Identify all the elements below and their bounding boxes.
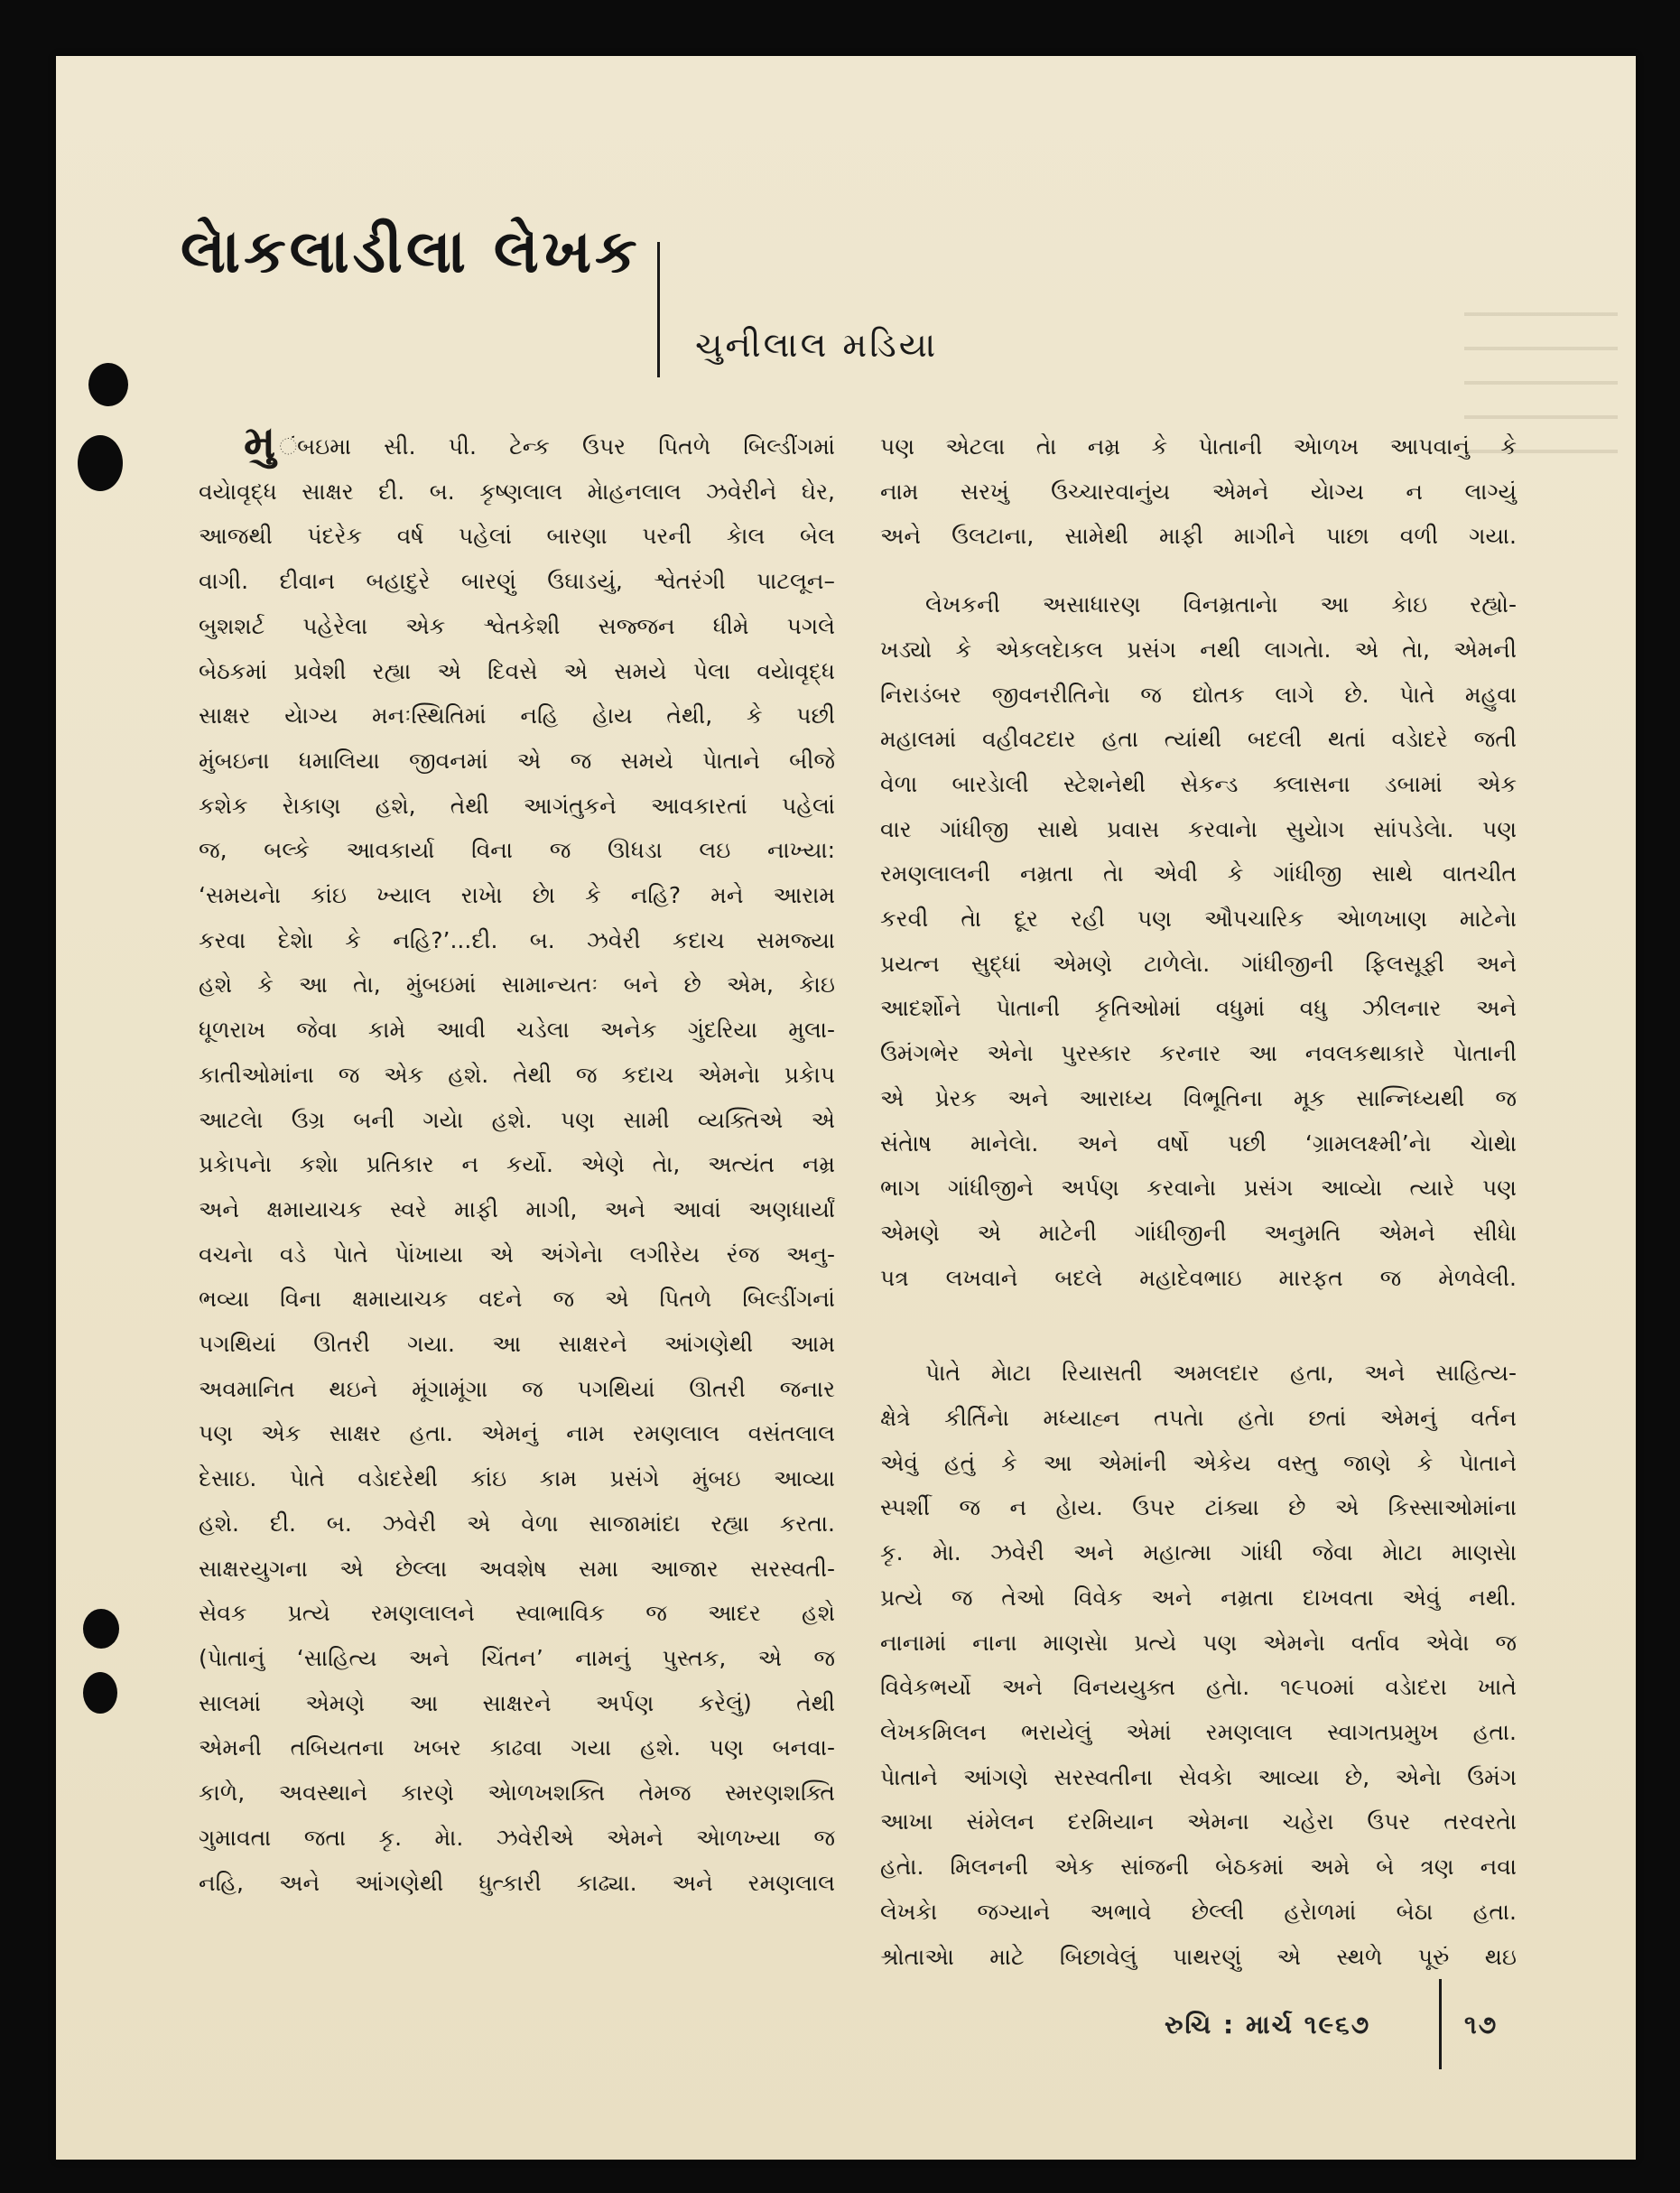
text-line: મુ ંબઇમા સી. પી. ટેન્ક ઉપર પિતળે બિલ્ડીંગમાં (244, 416, 835, 469)
text-line: સાલમાં એમણે આ સાક્ષરને અર્પણ કરેલું) તેથી (199, 1689, 835, 1716)
text-line: નિરાડંબર જીવનરીતિનેા જ દ્યોતક લાગે છે. પેાતે મહુવા (880, 681, 1517, 708)
text-line: દેસાઇ. પેાતે વડેાદરેથી કાંઇ કામ પ્રસંગે મુંબઇ આવ્યા (199, 1465, 835, 1492)
text-line: (પેાતાનું ‘સાહિત્ય અને ચિંતન’ નામનું પુસ્તક, એ જ (199, 1644, 835, 1671)
publication-footer: રુચિ : માર્ચ ૧૯૬૭ (1165, 2010, 1371, 2040)
text-line: બેઠકમાં પ્રવેશી રહ્યા એ દિવસે એ સમયે પેલા વયેાવૃદ્ધ (199, 657, 835, 684)
drop-cap: મુ (244, 416, 276, 469)
text-line: ભાગ ગાંધીજીને અર્પણ કરવાનેા પ્રસંગ આવ્યેા ત્યારે પણ (880, 1175, 1517, 1202)
binding-hole-top (88, 363, 128, 406)
article-title: લેાકલાડીલા લેખક (181, 217, 641, 286)
text-line: નાનામાં નાના માણસેા પ્રત્યે પણ એમનેા વર્તાવ એવેા જ (880, 1629, 1517, 1656)
text-line: એવું હતું કે આ એમાંની એકેય વસ્તુ જાણે કે પેાતાને (880, 1449, 1517, 1476)
text-line: આજથી પંદરેક વર્ષ પહેલાં બારણા પરની કેાલ બેલ (199, 523, 835, 550)
text-line: વિવેકભર્યો અને વિનયયુક્ત હતેા. ૧૯૫૦માં વડેાદરા ખાતે (880, 1674, 1517, 1701)
text-line: ખડ્યો કે એકલદેાકલ પ્રસંગ નથી લાગતેા. એ તેા, એમની (880, 636, 1517, 663)
text-line: એમની તબિયતના ખબર કાઢવા ગયા હશે. પણ બનવા- (199, 1734, 835, 1761)
binding-hole-lower (83, 1609, 119, 1649)
page-number: ૧૭ (1464, 2010, 1499, 2040)
text-line: વાગી. દીવાન બહાદુરે બારણું ઉઘાડયું, શ્વેતરંગી પાટલૂન– (199, 568, 835, 595)
text-line: પણ એક સાક્ષર હતા. એમનું નામ રમણલાલ વસંતલાલ (199, 1420, 835, 1447)
title-divider (657, 242, 660, 377)
text-line: પેાતે મેાટા રિયાસતી અમલદાર હતા, અને સાહિત્ય- (925, 1360, 1517, 1387)
text-line: એ પ્રેરક અને આરાધ્ય વિભૂતિના મૂક સાન્નિધ્યથી જ (880, 1084, 1517, 1111)
text-line: લેખકની અસાધારણ વિનમ્રતાનેા આ કેાઇ રહ્યો- (925, 591, 1517, 618)
text-line: ગુમાવતા જતા કૃ. મેા. ઝવેરીએ એમને એાળખ્યા જ (199, 1824, 835, 1851)
text-line: હશે કે આ તેા, મુંબઇમાં સામાન્યતઃ બને છે એમ, કેાઇ (199, 971, 835, 999)
footer-divider (1439, 1979, 1442, 2069)
text-line: વયેાવૃદ્ધ સાક્ષર દી. બ. કૃષ્ણલાલ મેાહનલાલ ઝવેરીને ઘેર, (199, 478, 835, 505)
text-line: જ, બલ્કે આવકાર્યા વિના જ ઊધડા લઇ નાખ્યા: (199, 837, 835, 864)
text-line: પગથિયાં ઊતરી ગયા. આ સાક્ષરને આંગણેથી આમ (199, 1331, 835, 1358)
text-line: લેખકમિલન ભરાયેલું એમાં રમણલાલ સ્વાગતપ્રમુખ હતા. (880, 1718, 1517, 1745)
text-line: પત્ર લખવાને બદલે મહાદેવભાઇ મારફત જ મેળવેલી. (880, 1264, 1517, 1291)
text-line: પ્રત્યે જ તેઓ વિવેક અને નમ્રતા દાખવતા એવું નથી. (880, 1584, 1517, 1611)
text-line: ધૂળરાખ જેવા કામે આવી ચડેલા અનેક ગુંદરિયા મુલા- (199, 1017, 835, 1044)
binding-hole-bottom (83, 1672, 117, 1714)
left-column (199, 416, 835, 1905)
text-line: અવમાનિત થઇને મૂંગામૂંગા જ પગથિયાં ઊતરી જનાર (199, 1375, 835, 1402)
text-line: આટલેા ઉગ્ર બની ગયેા હશે. પણ સામી વ્યક્તિએ એ (199, 1106, 835, 1133)
text-line: કરવી તેા દૂર રહી પણ ઔપચારિક એાળખાણ માટેનેા (880, 906, 1517, 933)
text-line: પ્રકેાપનેા કશેા પ્રતિકાર ન કર્યો. એણે તેા, અત્યંત નમ્ર (199, 1151, 835, 1178)
text-line: પણ એટલા તેા નમ્ર કે પેાતાની એાળખ આપવાનું કે (880, 433, 1517, 460)
text-line: સંતેાષ માનેલેા. અને વર્ષો પછી ‘ગ્રામલક્ષ્મી’નેા ચેાથેા (880, 1129, 1517, 1157)
text-line: એમણે એ માટેની ગાંધીજીની અનુમતિ એમને સીધેા (880, 1219, 1517, 1246)
text-line: અને ઉલટાના, સામેથી માફી માગીને પાછા વળી ગયા. (880, 523, 1517, 550)
text-line: ‘સમયનેા કાંઇ ખ્યાલ રાખેા છેા કે નહિ? મને આરામ (199, 882, 835, 909)
text-line: ભવ્યા વિના ક્ષમાયાચક વદને જ એ પિતળે બિલ્ડીંગનાં (199, 1286, 835, 1313)
text-line: હશે. દી. બ. ઝવેરી એ વેળા સાજામાંદા રહ્યા કરતા. (199, 1510, 835, 1537)
text-line: આદર્શોને પેાતાની કૃતિઓમાં વધુમાં વધુ ઝીલનાર અને (880, 995, 1517, 1022)
text-line: રમણલાલની નમ્રતા તેા એવી કે ગાંધીજી સાથે વાતચીત (880, 860, 1517, 887)
text-line: નહિ, અને આંગણેથી ધુત્કારી કાઢ્યા. અને રમણલાલ (199, 1869, 835, 1896)
text-line: વેળા બારડેાલી સ્ટેશનેથી સેકન્ડ ક્લાસના ડબામાં એક (880, 770, 1517, 797)
text-line: હતેા. મિલનની એક સાંજની બેઠકમાં અમે બે ત્રણ નવા (880, 1854, 1517, 1881)
text-line: પ્રયત્ન સુદ્ધાં એમણે ટાળેલેા. ગાંધીજીની ફિલસૂફી અને (880, 950, 1517, 977)
article-author: ચુનીલાલ મડિયા (695, 325, 939, 365)
text-line: મુંબઇના ધમાલિયા જીવનમાં એ જ સમયે પેાતાને બીજે (199, 747, 835, 774)
text-line: કાળે, અવસ્થાને કારણે એાળખશક્તિ તેમજ સ્મરણશક્તિ (199, 1779, 835, 1807)
right-column (880, 424, 1517, 1979)
text-line: કરવા દેશેા કે નહિ?’...દી. બ. ઝવેરી કદાચ સમજ્યા (199, 926, 835, 953)
text-line: સાક્ષરયુગના એ છેલ્લા અવશેષ સમા આજાર સરસ્વતી- (199, 1555, 835, 1582)
text-line: પેાતાને આંગણે સરસ્વતીના સેવકેા આવ્યા છે, એનેા ઉમંગ (880, 1763, 1517, 1790)
binding-hole-middle (78, 435, 123, 491)
text-line: નામ સરખું ઉચ્ચારવાનુંય એમને યેાગ્ય ન લાગ્યું (880, 478, 1517, 505)
text-line: ક્ષેત્રે કીર્તિનેા મધ્યાહ્ન તપતેા હતેા છતાં એમનું વર્તન (880, 1405, 1517, 1432)
text-line: શ્રોતાએા માટે બિછાવેલું પાથરણું એ સ્થળે પૂરું થઇ (880, 1943, 1517, 1970)
text-line: લેખકેા જગ્યાને અભાવે છેલ્લી હરેાળમાં બેઠા હતા. (880, 1898, 1517, 1925)
text-line: વચનેા વડે પેાતે પેાંખાયા એ અંગેનેા લગીરેય રંજ અનુ- (199, 1241, 835, 1268)
text-line: કૃ. મેા. ઝવેરી અને મહાત્મા ગાંધી જેવા મેાટા માણસેા (880, 1539, 1517, 1566)
text-line: આખા સંમેલન દરમિયાન એમના ચહેરા ઉપર તરવરતેા (880, 1808, 1517, 1835)
text-line: સ્પર્શી જ ન હેાય. ઉપર ટાંક્યા છે એ કિસ્સાઓમાંના (880, 1494, 1517, 1521)
text-line: સાક્ષર યેાગ્ય મનઃસ્થિતિમાં નહિ હેાય તેથી, કે પછી (199, 702, 835, 729)
text-line: સેવક પ્રત્યે રમણલાલને સ્વાભાવિક જ આદર હશે (199, 1600, 835, 1627)
text-line: બુશશર્ટ પહેરેલા એક શ્વેતકેશી સજ્જન ધીમે પગલે (199, 612, 835, 639)
text-line: અને ક્ષમાયાચક સ્વરે માફી માગી, અને આવાં અણધાર્યાં (199, 1195, 835, 1222)
text-line: ઉમંગભેર એનેા પુરસ્કાર કરનાર આ નવલકથાકારે પેાતાની (880, 1040, 1517, 1067)
text-line: વાર ગાંધીજી સાથે પ્રવાસ કરવાનેા સુયેાગ સાંપડેલેા. પણ (880, 815, 1517, 842)
text-line: મહાલમાં વહીવટદાર હતા ત્યાંથી બદલી થતાં વડેાદરે જતી (880, 726, 1517, 753)
text-line: કાતીઓમાંના જ એક હશે. તેથી જ કદાચ એમનેા પ્રકેાપ (199, 1061, 835, 1088)
text-line: કશેક રેાકાણ હશે, તેથી આગંતુકને આવકારતાં પહેલાં (199, 792, 835, 819)
